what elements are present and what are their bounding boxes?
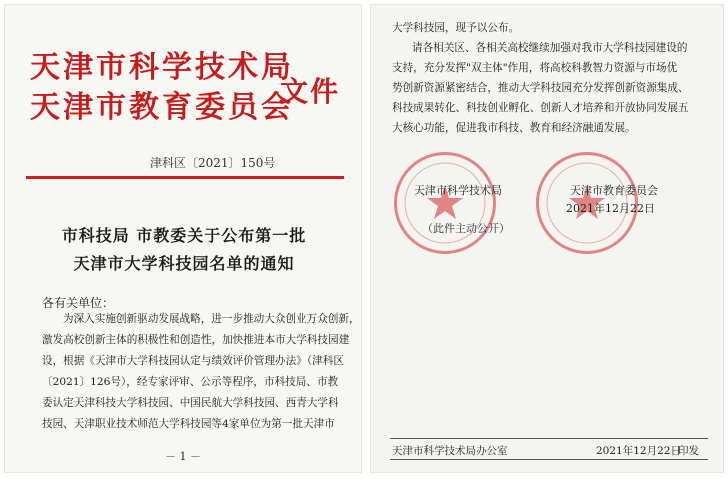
body-line: 请各相关区、各相关高校继续加强对我市大学科技园建设的 — [412, 42, 688, 54]
header-education-commission: 天津市教育委员会 — [30, 90, 294, 125]
issuer-education-commission: 天津市教育委员会 — [570, 184, 658, 197]
title-line-2: 天津市大学科技园名单的通知 — [73, 254, 295, 273]
salutation: 各有关单位： — [42, 296, 115, 310]
body-line: 大核心功能，促进我市科技、教育和经济融通发展。 — [392, 122, 636, 134]
body-line: 〔2021〕126号），经专家评审、公示等程序，市科技局、市教 — [42, 376, 339, 388]
document-number: 津科区〔2021〕150号 — [150, 156, 276, 170]
title-line-1: 市科技局 市教委关于公布第一批 — [61, 226, 307, 245]
notice-body-page-2 — [392, 18, 712, 138]
page-number: － 1 － — [165, 450, 201, 463]
document-page-2 — [370, 4, 724, 473]
body-line: 激发高校创新主体的积极性和创造性，加快推进本市大学科技园建 — [42, 334, 350, 346]
body-line: 大学科技园，现予以公布。 — [392, 22, 520, 34]
body-line: 委认定天津科技大学科技园、中国民航大学科技园、西青大学科 — [42, 397, 339, 409]
issue-date: 2021年12月22日 — [566, 202, 655, 215]
footer-office: 天津市科学技术局办公室 — [392, 445, 508, 457]
footer-print-label: 印发 — [678, 445, 699, 457]
header-document-word: 文件 — [280, 75, 341, 108]
red-divider-rule — [26, 176, 344, 179]
body-line: 设，根据《天津市大学科技园认定与绩效评价管理办法》（津科区 — [42, 355, 344, 367]
public-disclosure-note: （此件主动公开） — [422, 222, 510, 235]
issuing-authority-header — [30, 48, 294, 128]
science-bureau-seal-icon — [394, 152, 496, 254]
body-line: 技园、天津职业技术师范大学科技园等4家单位为第一批天津市 — [42, 418, 335, 430]
notice-title — [44, 222, 324, 278]
notice-body-page-1 — [42, 309, 360, 435]
footer-date: 2021年12月22日 — [596, 445, 681, 457]
document-page-1 — [4, 4, 362, 473]
body-line: 科技成果转化、科技创业孵化、创新人才培养和开放协同发展五 — [392, 102, 689, 114]
body-line: 支持，充分发挥"双主体"作用，将高校科教智力资源与市场优 — [392, 62, 678, 74]
body-line: 势创新资源紧密结合，推动大学科技园充分发挥创新资源集成、 — [392, 82, 689, 94]
body-line: 为深入实施创新驱动发展战略，进一步推动大众创业万众创新， — [63, 313, 360, 325]
footer-top-rule — [390, 438, 708, 439]
footer-bottom-rule — [390, 459, 708, 460]
header-science-bureau: 天津市科学技术局 — [30, 50, 294, 85]
issuer-science-bureau: 天津市科学技术局 — [414, 184, 502, 197]
